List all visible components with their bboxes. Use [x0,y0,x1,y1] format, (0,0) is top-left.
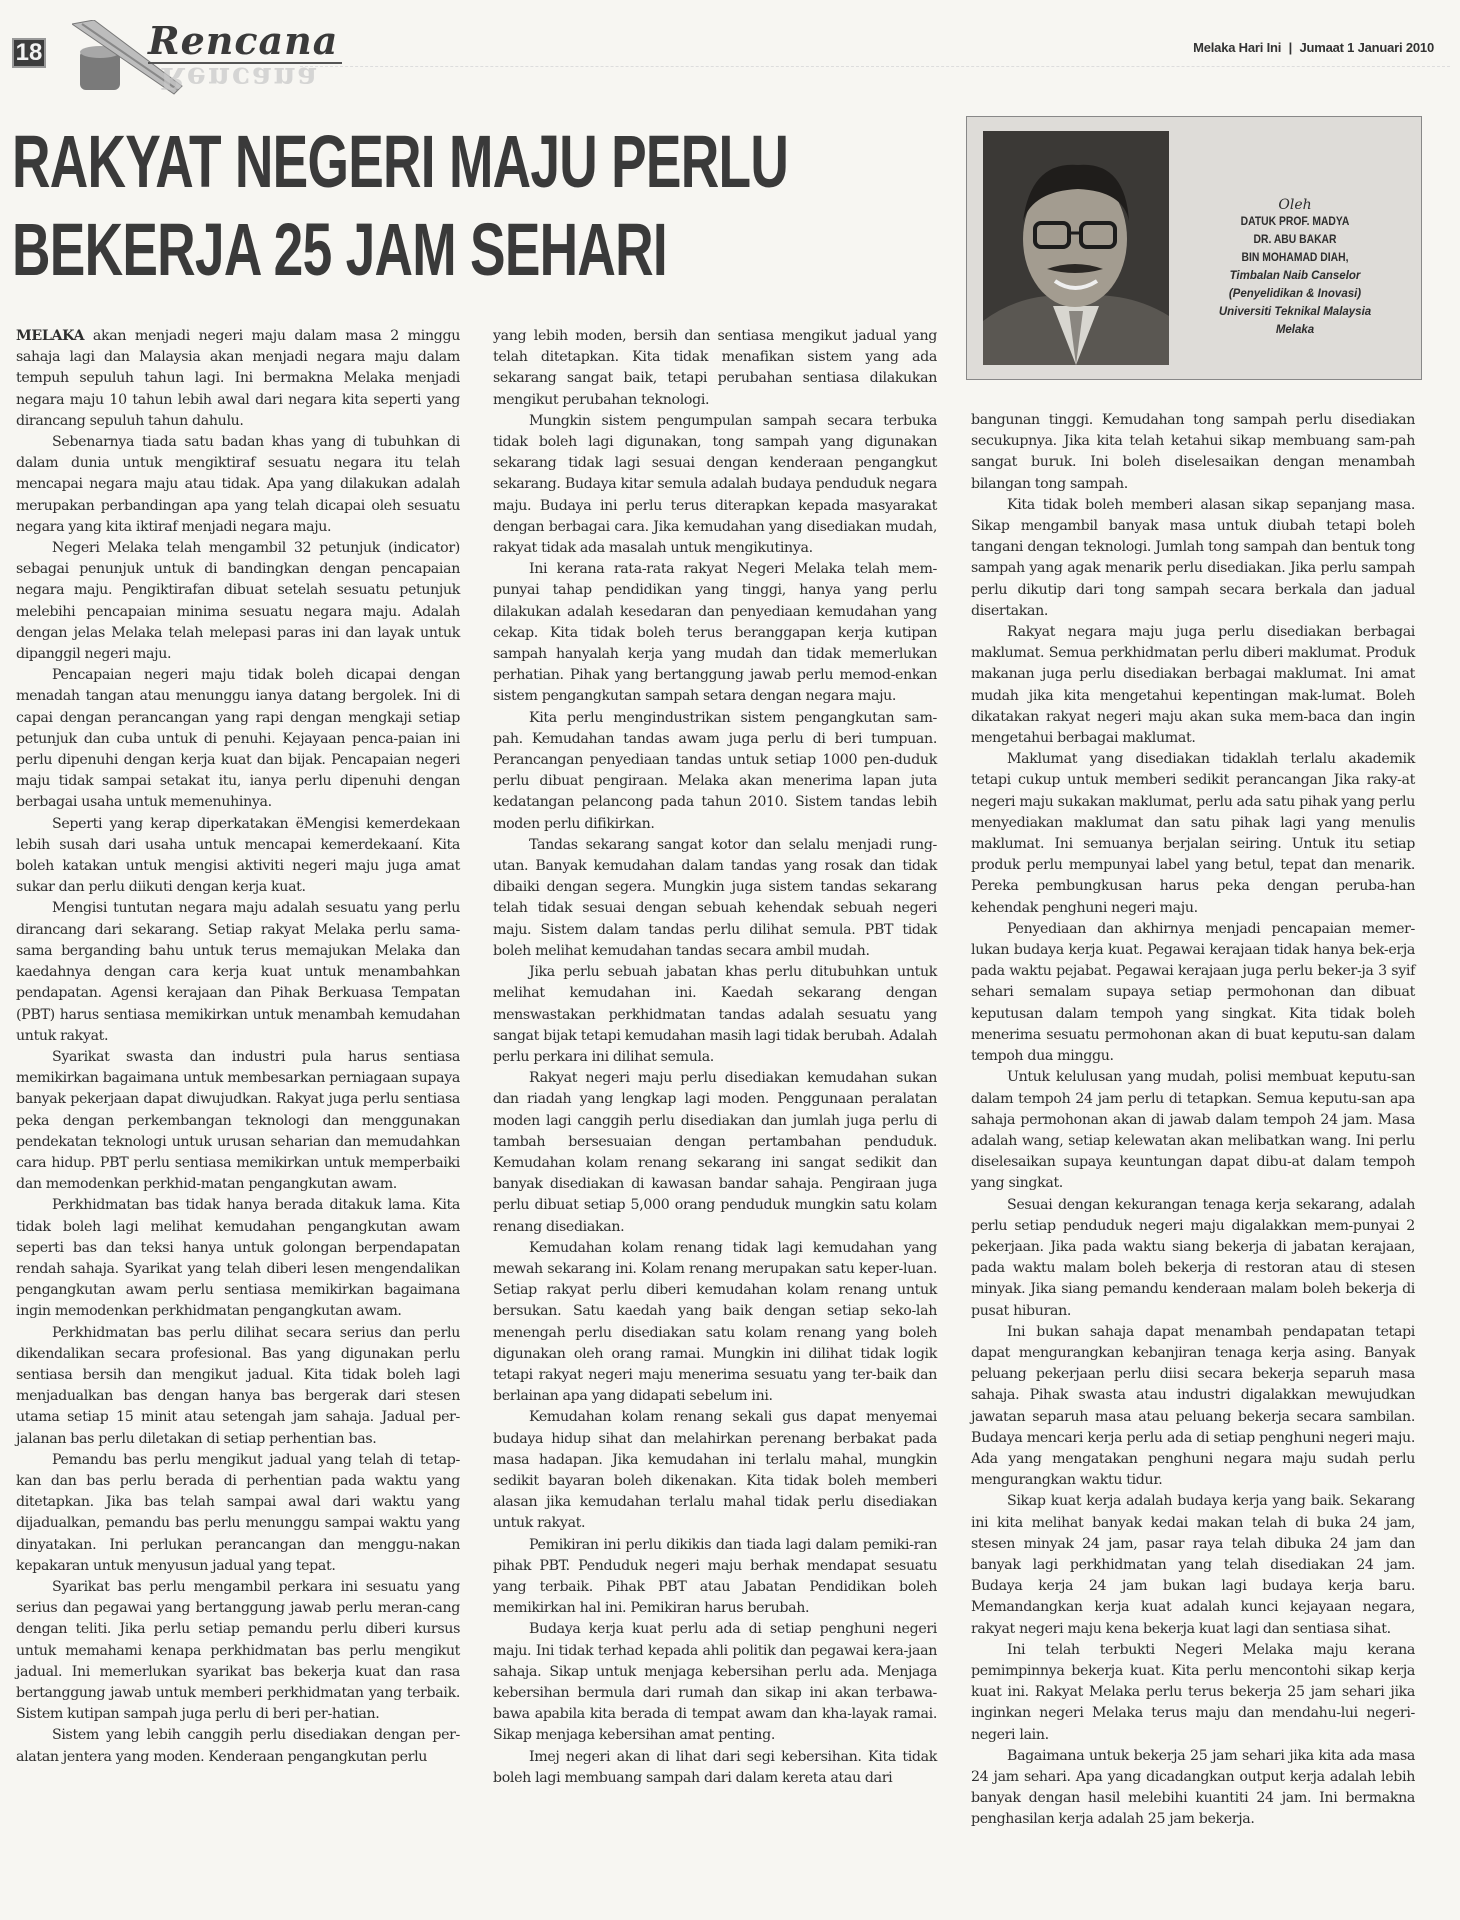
article-paragraph: Perkhidmatan bas perlu dilihat secara serius dan perlu dikendalikan secara profesional. Bas yang digunakan perlu sentiasa bersih dan mengikut jadual. Kita tidak boleh lagi menjadualkan bas dengan hanya bas bergerak dari stesen utama setiap 15 minit atau setengah jam sahaja. Jadual per-jalanan bas perlu diletakan di setiap perhentian bas. [16,1324,460,1447]
author-role-line: Melaka [1275,324,1315,336]
article-paragraph: Syarikat swasta dan industri pula harus sentiasa memikirkan bagaimana untuk membesarkan perniagaan supaya banyak pekerjaan dapat diwujudkan. Rakyat juga perlu sentiasa peka dengan perkembangan teknologi dan menggunakan pendekatan teknologi untuk urusan seharian dan memudahkan cara hidup. PBT perlu sentiasa memikirkan untuk memperbaiki dan memodenkan perkhid-matan pengangkutan awam. [16,1048,460,1193]
article-paragraph: Penyediaan dan akhirnya menjadi pencapaian memer-lukan budaya kerja kuat. Pegawai kerajaan tidak hanya bek-erja pada waktu pejabat. Pegawai kerajaan juga perlu beker-ja 3 syif sehari semalam supaya setiap permohonan dan dibuat keputusan dalam tempoh yang singkat. Kita tidak boleh menerima sesuatu permohonan akan di buat keputu-san dalam tempoh dua minggu. [971,920,1415,1065]
article-paragraph: Pemandu bas perlu mengikut jadual yang telah di tetap-kan dan bas perlu berada di perhentian pada waktu yang ditetapkan. Jika bas telah sampai awal dari waktu yang dijadualkan, pemandu bas perlu menunggu sampai waktu yang dinyatakan. Ini perlukan perancangan dan menggu-nakan kepakaran untuk menyusun jadual yang tepat. [16,1451,460,1574]
publication-name: Melaka Hari Ini [1193,40,1282,55]
article-paragraph: Rakyat negara maju juga perlu disediakan berbagai maklumat. Semua perkhidmatan perlu diberi maklumat. Produk makanan juga perlu disediakan berbagai maklumat. Ini amat mudah jika kita mengetahui kepentingan mak-lumat. Boleh dikatakan rakyat negeri maju akan suka mem-baca dan ingin mengetahui berbagai maklumat. [971,624,1415,747]
section-title-reflection: Rencana [160,60,319,95]
byline-prefix: Oleh [1278,197,1312,213]
article-paragraph: Sesuai dengan kekurangan tenaga kerja sekarang, adalah perlu setiap penduduk negeri maju digalakkan mem-punyai 2 pekerjaan. Jika pada waktu siang bekerja di jabatan kerajaan, pada waktu malam boleh bekerja di restoran atau di stesen minyak. Jika siang pemandu kenderaan malam boleh bekerja di pusat hiburan. [971,1196,1415,1319]
article-column-3 [971,410,1415,1831]
page-number: 18 [12,38,46,68]
article-paragraph: Sebenarnya tiada satu badan khas yang di tubuhkan di dalam dunia untuk mengiktiraf sesuatu negara itu telah mencapai negara maju atau tidak. Apa yang dilakukan adalah merupakan perbandingan apa yang telah dicapai oleh sesuatu negara yang kita iktiraf menjadi negara maju. [16,434,460,535]
article-paragraph: Ini kerana rata-rata rakyat Negeri Melaka telah mem-punyai tahap pendidikan yang tinggi, hanya yang perlu dilakukan adalah kesedaran dan penyediaan kemudahan yang cekap. Kita tidak boleh terus beranggapan kerja kutipan sampah hanyalah kerja yang mudah dan tidak memerlukan perhatian. Pihak yang bertanggung jawab perlu memod-enkan sistem pengangkutan sampah setara dengan negara maju. [493,561,937,705]
article-paragraph: Mungkin sistem pengumpulan sampah secara terbuka tidak boleh lagi digunakan, tong sampah yang digunakan sekarang tidak lagi sesuai dengan kenderaan pengangkut sekarang. Budaya kitar semula adalah budaya penduduk negara maju. Budaya ini perlu terus diterapkan kepada masyarakat dengan berbagai cara. Jika kemudahan yang disediakan mudah, rakyat tidak ada masalah untuk mengikutinya. [493,412,937,557]
article-paragraph: Kemudahan kolam renang sekali gus dapat menyemai budaya hidup sihat dan melahirkan perenang berbakat pada masa hadapan. Jika kemudahan ini terlalu mahal, mungkin sedikit bayaran boleh dikenakan. Kita tidak boleh memberi alasan jika kemudahan terlalu mahal tidak perlu disediakan untuk rakyat. [493,1409,937,1532]
article-paragraph: Mengisi tuntutan negara maju adalah sesuatu yang perlu dirancang dari sekarang. Setiap rakyat Melaka perlu sama-sama berganding bahu untuk terus memajukan Melaka dan kaedahnya dengan cara kerja kuat untuk menambahkan pendapatan. Agensi kerajaan dan Pihak Berkuasa Tempatan (PBT) harus sentiasa memikirkan untuk menambah kemudahan untuk rakyat. [16,900,460,1044]
article-paragraph: Kita tidak boleh memberi alasan sikap sepanjang masa. Sikap mengambil banyak masa untuk diubah tetapi boleh tangani dengan teknologi. Jumlah tong sampah dan bentuk tong sampah yang agak menarik perlu disediakan. Jika perlu sampah perlu dikutip dari tong sampah secara berkala dan jadual disertakan. [971,496,1415,619]
author-role-line: (Penyelidikan & Inovasi) [1228,288,1362,300]
article-paragraph: Kemudahan kolam renang tidak lagi kemudahan yang mewah sekarang ini. Kolam renang merupakan satu keper-luan. Setiap rakyat perlu diberi kemudahan kolam renang untuk bersukan. Satu kaedah yang baik dengan setiap seko-lah menengah perlu disediakan satu kolam renang yang boleh digunakan oleh orang ramai. Mungkin ini dilihat tidak logik tetapi rakyat negeri maju menerima sesuatu yang ter-baik dan berlainan apa yang didapati sebelum ini. [493,1239,937,1405]
author-name-line: BIN MOHAMAD DIAH, [1241,252,1349,264]
article-headline [12,118,789,294]
article-paragraph: Seperti yang kerap diperkatakan ëMengisi kemerdekaan lebih susah dari usaha untuk mencapai kemerdekaaní. Kita boleh katakan untuk mengisi aktiviti negeri maju juga amat sukar dan perlu diikuti dengan kerja kuat. [16,815,460,896]
author-role-line: Universiti Teknikal Malaysia [1218,306,1372,318]
dateline: MELAKA [16,328,85,344]
issue-info [1193,40,1434,55]
separator: | [1288,40,1293,55]
author-name-line: DR. ABU BAKAR [1253,234,1337,246]
article-paragraph: Bagaimana untuk bekerja 25 jam sehari jika kita ada masa 24 jam sehari. Apa yang dicadangkan output kerja adalah lebih banyak dengan hasil melebihi kuantiti 24 jam. Ini bermakna penghasilan kerja adalah 25 jam bekerja. [971,1747,1415,1828]
article-paragraph: yang lebih moden, bersih dan sentiasa mengikut jadual yang telah ditetapkan. Kita tidak menafikan sistem yang ada sekarang sangat baik, tetapi perubahan sentiasa dilakukan mengikut perubahan teknologi. [493,328,937,408]
author-byline-box [966,116,1422,380]
article-paragraph: Rakyat negeri maju perlu disediakan kemudahan sukan dan riadah yang lengkap lagi moden. Penggunaan peralatan moden lagi canggih perlu disediakan dan jumlah juga perlu di tambah bersesuaian dengan pertambahan penduduk. Kemudahan kolam renang sekarang ini sangat sedikit dan banyak disediakan di kawasan bandar sahaja. Pengiraan juga perlu dibuat setiap 5,000 orang penduduk mungkin satu kolam renang disediakan. [493,1070,937,1235]
article-column-1 [16,326,460,1768]
article-paragraph: Budaya kerja kuat perlu ada di setiap penghuni negeri maju. Ini tidak terhad kepada ahli politik dan pegawai kera-jaan sahaja. Sikap untuk menjaga kebersihan perlu ada. Menjaga kebersihan bermula dari rumah dan sikap ini akan terbawa-bawa apabila kita berada di tempat awam dan kha-layak ramai. Sikap menjaga kebersihan amat penting. [493,1621,937,1744]
masthead [0,0,1460,100]
article-paragraph: Ini telah terbukti Negeri Melaka maju kerana pemimpinnya bekerja kuat. Kita perlu mencontohi sikap kerja kuat ini. Rakyat Melaka perlu terus bekerja 25 jam sehari jika inginkan negeri Melaka terus maju dan mendahu-lui negeri-negeri lain. [971,1641,1415,1743]
portrait-icon [983,131,1169,365]
article-paragraph: Pencapaian negeri maju tidak boleh dicapai dengan menadah tangan atau menunggu ianya datang bergolek. Ini di capai dengan perancangan yang rapi dengan mengkaji setiap petunjuk dan cuba untuk di penuhi. Kejayaan penca-paian ini perlu dipenuhi dengan kerja kuat dan bijak. Pencapaian negeri maju tidak sampai setakat itu, ianya perlu dipenuhi dengan berbagai usaha untuk memenuhinya. [16,667,460,811]
article-paragraph: Perkhidmatan bas tidak hanya berada ditakuk lama. Kita tidak boleh lagi melihat kemudahan pengangkutan awam seperti bas dan teksi hanya untuk golongan berpendapatan rendah sahaja. Syarikat yang telah diberi lesen mengendalikan pengangkutan awam perlu sentiasa memikirkan bagaimana ingin memodenkan perkhidmatan pengangkutan awam. [16,1197,460,1320]
headline-line-1: RAKYAT NEGERI MAJU PERLU [12,120,789,203]
article-paragraph: Imej negeri akan di lihat dari segi kebersihan. Kita tidak boleh lagi membuang sampah dari dalam kereta atau dari [493,1748,937,1786]
headline-line-2: BEKERJA 25 JAM SEHARI [12,208,667,291]
author-role-line: Timbalan Naib Canselor [1229,270,1361,282]
article-paragraph: Sikap kuat kerja adalah budaya kerja yang baik. Sekarang ini kita melihat banyak kedai makan telah di buka 24 jam, stesen minyak 24 jam, pasar raya telah dibuka 24 jam dan banyak lagi perkhidmatan yang telah disediakan 24 jam. Budaya kerja 24 jam bukan lagi budaya kerja baru. Memandangkan kerja kuat adalah kunci kejayaan negara, rakyat negeri maju kena bekerja kuat lagi dan sentiasa sihat. [971,1493,1415,1637]
article-paragraph: Ini bukan sahaja dapat menambah pendapatan tetapi dapat mengurangkan kebanjiran tenaga kerja asing. Banyak peluang pekerjaan perlu diisi secara bekerja separuh masa sahaja. Pihak swasta atau industri digalakkan mewujudkan jawatan separuh masa atau peluang bekerja secara sambilan. Budaya mencari kerja perlu ada di setiap penghuni negeri maju. Ada yang mengatakan penghuni negara maju sudah perlu mengurangkan waktu tidur. [971,1323,1415,1489]
author-photo [983,131,1169,365]
article-paragraph: Jika perlu sebuah jabatan khas perlu ditubuhkan untuk melihat kemudahan ini. Kaedah sekarang dengan menswastakan perkhidmatan tandas adalah sesuatu yang sangat bijak tetapi kemudahan masih lagi tidak berubah. Adalah perlu perkara ini dilihat semula. [493,964,937,1065]
byline-text [1177,197,1413,339]
article-paragraph: Untuk kelulusan yang mudah, polisi membuat keputu-san dalam tempoh 24 jam perlu di tetapkan. Semua keputu-san apa sahaja permohonan akan di jawab dalam tempoh 24 jam. Masa adalah wang, setiap kelewatan akan melibatkan wang. Ini perlu diselesaikan supaya keuntungan dapat dibu-at dalam tempoh yang singkat. [971,1069,1415,1192]
article-paragraph: Sistem yang lebih canggih perlu disediakan dengan per-alatan jentera yang moden. Kenderaan pengangkutan perlu [16,1727,460,1765]
article-paragraph: Pemikiran ini perlu dikikis dan tiada lagi dalam pemiki-ran pihak PBT. Penduduk negeri maju berhak mendapat sesuatu yang terbaik. Pihak PBT atau Jabatan Pendidikan boleh memikirkan hal ini. Pemikiran harus berubah. [493,1536,937,1617]
article-paragraph: Tandas sekarang sangat kotor dan selalu menjadi rung-utan. Banyak kemudahan dalam tandas yang rosak dan tidak dibaiki dengan segera. Mungkin juga sistem tandas sekarang telah tidak sesuai dengan sebuah kehendak sebuah negeri maju. Sistem dalam tandas perlu dilihat semula. PBT tidak boleh melihat kemudahan tandas secara ambil mudah. [493,836,937,959]
article-paragraph: bangunan tinggi. Kemudahan tong sampah perlu disediakan secukupnya. Jika kita telah ketahui sikap membuang sam-pah sangat buruk. Ini boleh diselesaikan dengan menambah bilangan tong sampah. [971,412,1415,492]
article-paragraph: MELAKA akan menjadi negeri maju dalam masa 2 minggu sahaja lagi dan Malaysia akan menjadi negara maju dalam tempuh sepuluh tahun lagi. Ini bermakna Melaka menjadi negara maju 10 tahun lebih awal dari negara kita seperti yang dirancang sepuluh tahun dahulu. [16,328,460,429]
author-name-line: DATUK PROF. MADYA [1240,216,1350,228]
article-column-2 [493,326,937,1789]
article-paragraph: Negeri Melaka telah mengambil 32 petunjuk (indicator) sebagai penunjuk untuk di bandingkan dengan pencapaian negara maju. Pengiktirafan dibuat setelah sesuatu petunjuk melebihi pencapaian minima sesuatu negara maju. Adalah dengan jelas Melaka telah melepasi paras ini dan layak untuk dipanggil negeri maju. [16,540,460,663]
article-paragraph: Kita perlu mengindustrikan sistem pengangkutan sam-pah. Kemudahan tandas awam juga perlu di beri tumpuan. Perancangan penyediaan tandas untuk setiap 1000 pen-duduk perlu dibuat pengiraan. Melaka akan menerima lapan juta kedatangan pelancong pada tahun 2010. Sistem tandas lebih moden perlu difikirkan. [493,709,937,832]
header-rule [300,66,1450,67]
article-paragraph: Maklumat yang disediakan tidaklah terlalu akademik tetapi cukup untuk memberi sedikit perancangan Jika raky-at negeri maju sukakan maklumat, perlu ada satu pihak yang perlu menyediakan maklumat dan satu pihak lagi yang menulis maklumat. Ini semuanya berjalan seiring. Untuk itu setiap produk perlu mempunyai label yang betul, tepat dan menarik. Pereka pembungkusan harus peka dengan peruba-han kehendak penghuni negeri maju. [971,751,1415,916]
issue-date: Jumaat 1 Januari 2010 [1299,40,1434,55]
article-paragraph: Syarikat bas perlu mengambil perkara ini sesuatu yang serius dan pegawai yang bertanggung jawab perlu meran-cang dengan teliti. Jika perlu setiap pemandu perlu diberi kursus untuk memahami kenapa perkhidmatan bas perlu mengikut jadual. Ini memerlukan syarikat bas bekerja kuat dan rasa bertanggung jawab untuk memberi perkhidmatan yang terbaik. Sistem kutipan sampah juga perlu di beri per-hatian. [16,1578,460,1723]
section-title: Rencana [148,20,342,64]
